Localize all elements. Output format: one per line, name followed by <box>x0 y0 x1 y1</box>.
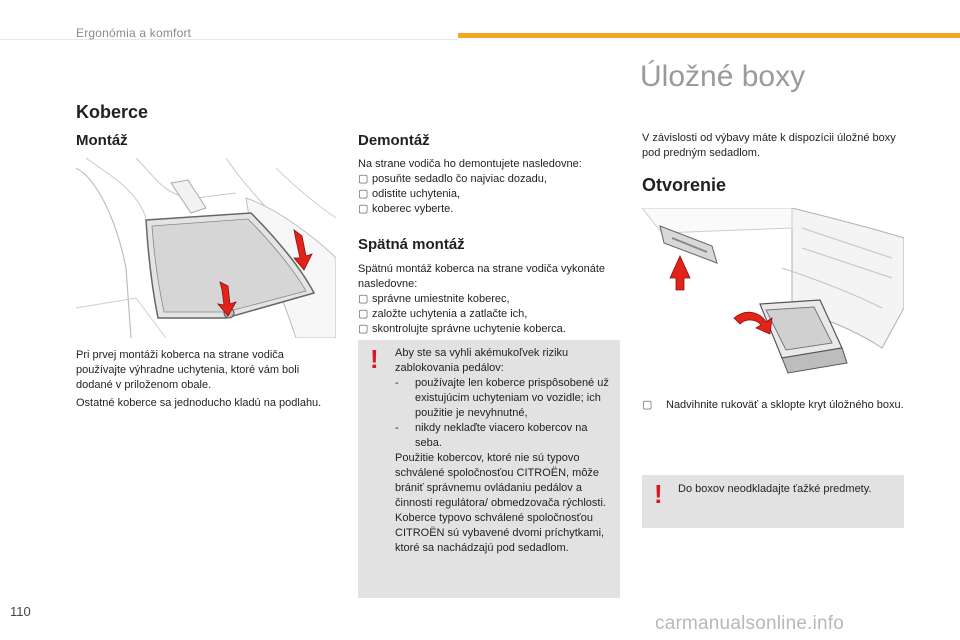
demontaz-title: Demontáž <box>358 132 430 149</box>
spatna-montaz-title: Spätná montáž <box>358 236 465 253</box>
page-number: 110 <box>10 604 31 619</box>
list-item: ▢ Nadvihnite rukoväť a sklopte kryt úložného boxu. <box>642 396 904 414</box>
page-title: Úložné boxy <box>640 60 806 93</box>
section-header: Ergonómia a komfort <box>76 26 192 40</box>
warning-paragraph-1: Použitie kobercov, ktoré nie sú typovo schválené spoločnosťou CITROËN, môže brániť správnemu ovládaniu pedálov a činnosti regulátora/ obmedzovača rýchlosti. <box>395 452 606 509</box>
otvorenie-step <box>642 396 904 414</box>
demontaz-text <box>358 157 620 217</box>
accent-bar <box>458 33 960 38</box>
warning-item: - nikdy neklaďte viacero kobercov na seba. <box>395 422 588 449</box>
watermark: carmanualsonline.info <box>655 613 845 634</box>
checkbox-bullet-icon: ▢ <box>358 293 369 305</box>
spatna-montaz-text <box>358 262 620 337</box>
list-item: ▢ odistite uchytenia, <box>358 188 461 200</box>
montaz-title: Montáž <box>76 132 128 149</box>
checkbox-bullet-icon: ▢ <box>358 188 369 200</box>
warning-paragraph-2: Koberce typovo schválené spoločnosťou CITROËN sú vybavené dvomi príchytkami, ktoré sa nachádzajú pod sedadlom. <box>395 512 605 554</box>
exclamation-icon: ! <box>370 344 379 374</box>
warning-box-carpets <box>358 340 620 598</box>
warning-text <box>395 346 617 556</box>
list-item: ▢ založte uchytenia a zatlačte ich, <box>358 308 528 320</box>
header-rule <box>0 39 458 40</box>
exclamation-icon: ! <box>654 479 663 509</box>
montaz-paragraph-1: Pri prvej montáži koberca na strane vodiča používajte výhradne uchytenia, ktoré vám boli dodané v priloženom obale. <box>76 349 300 391</box>
storage-box-illustration <box>642 208 904 380</box>
checkbox-bullet-icon: ▢ <box>358 203 369 215</box>
demontaz-intro: Na strane vodiča ho demontujete nasledovne: <box>358 158 582 170</box>
warning-item: - používajte len koberce prispôsobené už existujúcim uchyteniam vo vozidle; ich použitie je nevyhnutné, <box>395 377 609 419</box>
koberce-title: Koberce <box>76 102 149 122</box>
checkbox-bullet-icon: ▢ <box>358 308 369 320</box>
boxy-intro: V závislosti od výbavy máte k dispozícii úložné boxy pod predným sedadlom. <box>642 132 896 159</box>
list-item: ▢ skontrolujte správne uchytenie koberca. <box>358 323 566 335</box>
montaz-paragraph-2: Ostatné koberce sa jednoducho kladú na podlahu. <box>76 397 322 409</box>
spatna-intro: Spätnú montáž koberca na strane vodiča vykonáte nasledovne: <box>358 263 606 290</box>
warning-intro: Aby ste sa vyhli akémukoľvek riziku zablokovania pedálov: <box>395 347 569 374</box>
list-item: ▢ správne umiestnite koberec, <box>358 293 510 305</box>
floor-mat-illustration <box>76 158 336 338</box>
warning-box-storage <box>642 475 904 528</box>
checkbox-bullet-icon: ▢ <box>642 399 653 411</box>
checkbox-bullet-icon: ▢ <box>358 173 369 185</box>
checkbox-bullet-icon: ▢ <box>358 323 369 335</box>
storage-warning-text: Do boxov neodkladajte ťažké predmety. <box>678 483 872 495</box>
montaz-text <box>76 348 336 411</box>
otvorenie-title: Otvorenie <box>642 175 727 195</box>
list-item: ▢ posuňte sedadlo čo najviac dozadu, <box>358 173 547 185</box>
list-item: ▢ koberec vyberte. <box>358 203 454 215</box>
